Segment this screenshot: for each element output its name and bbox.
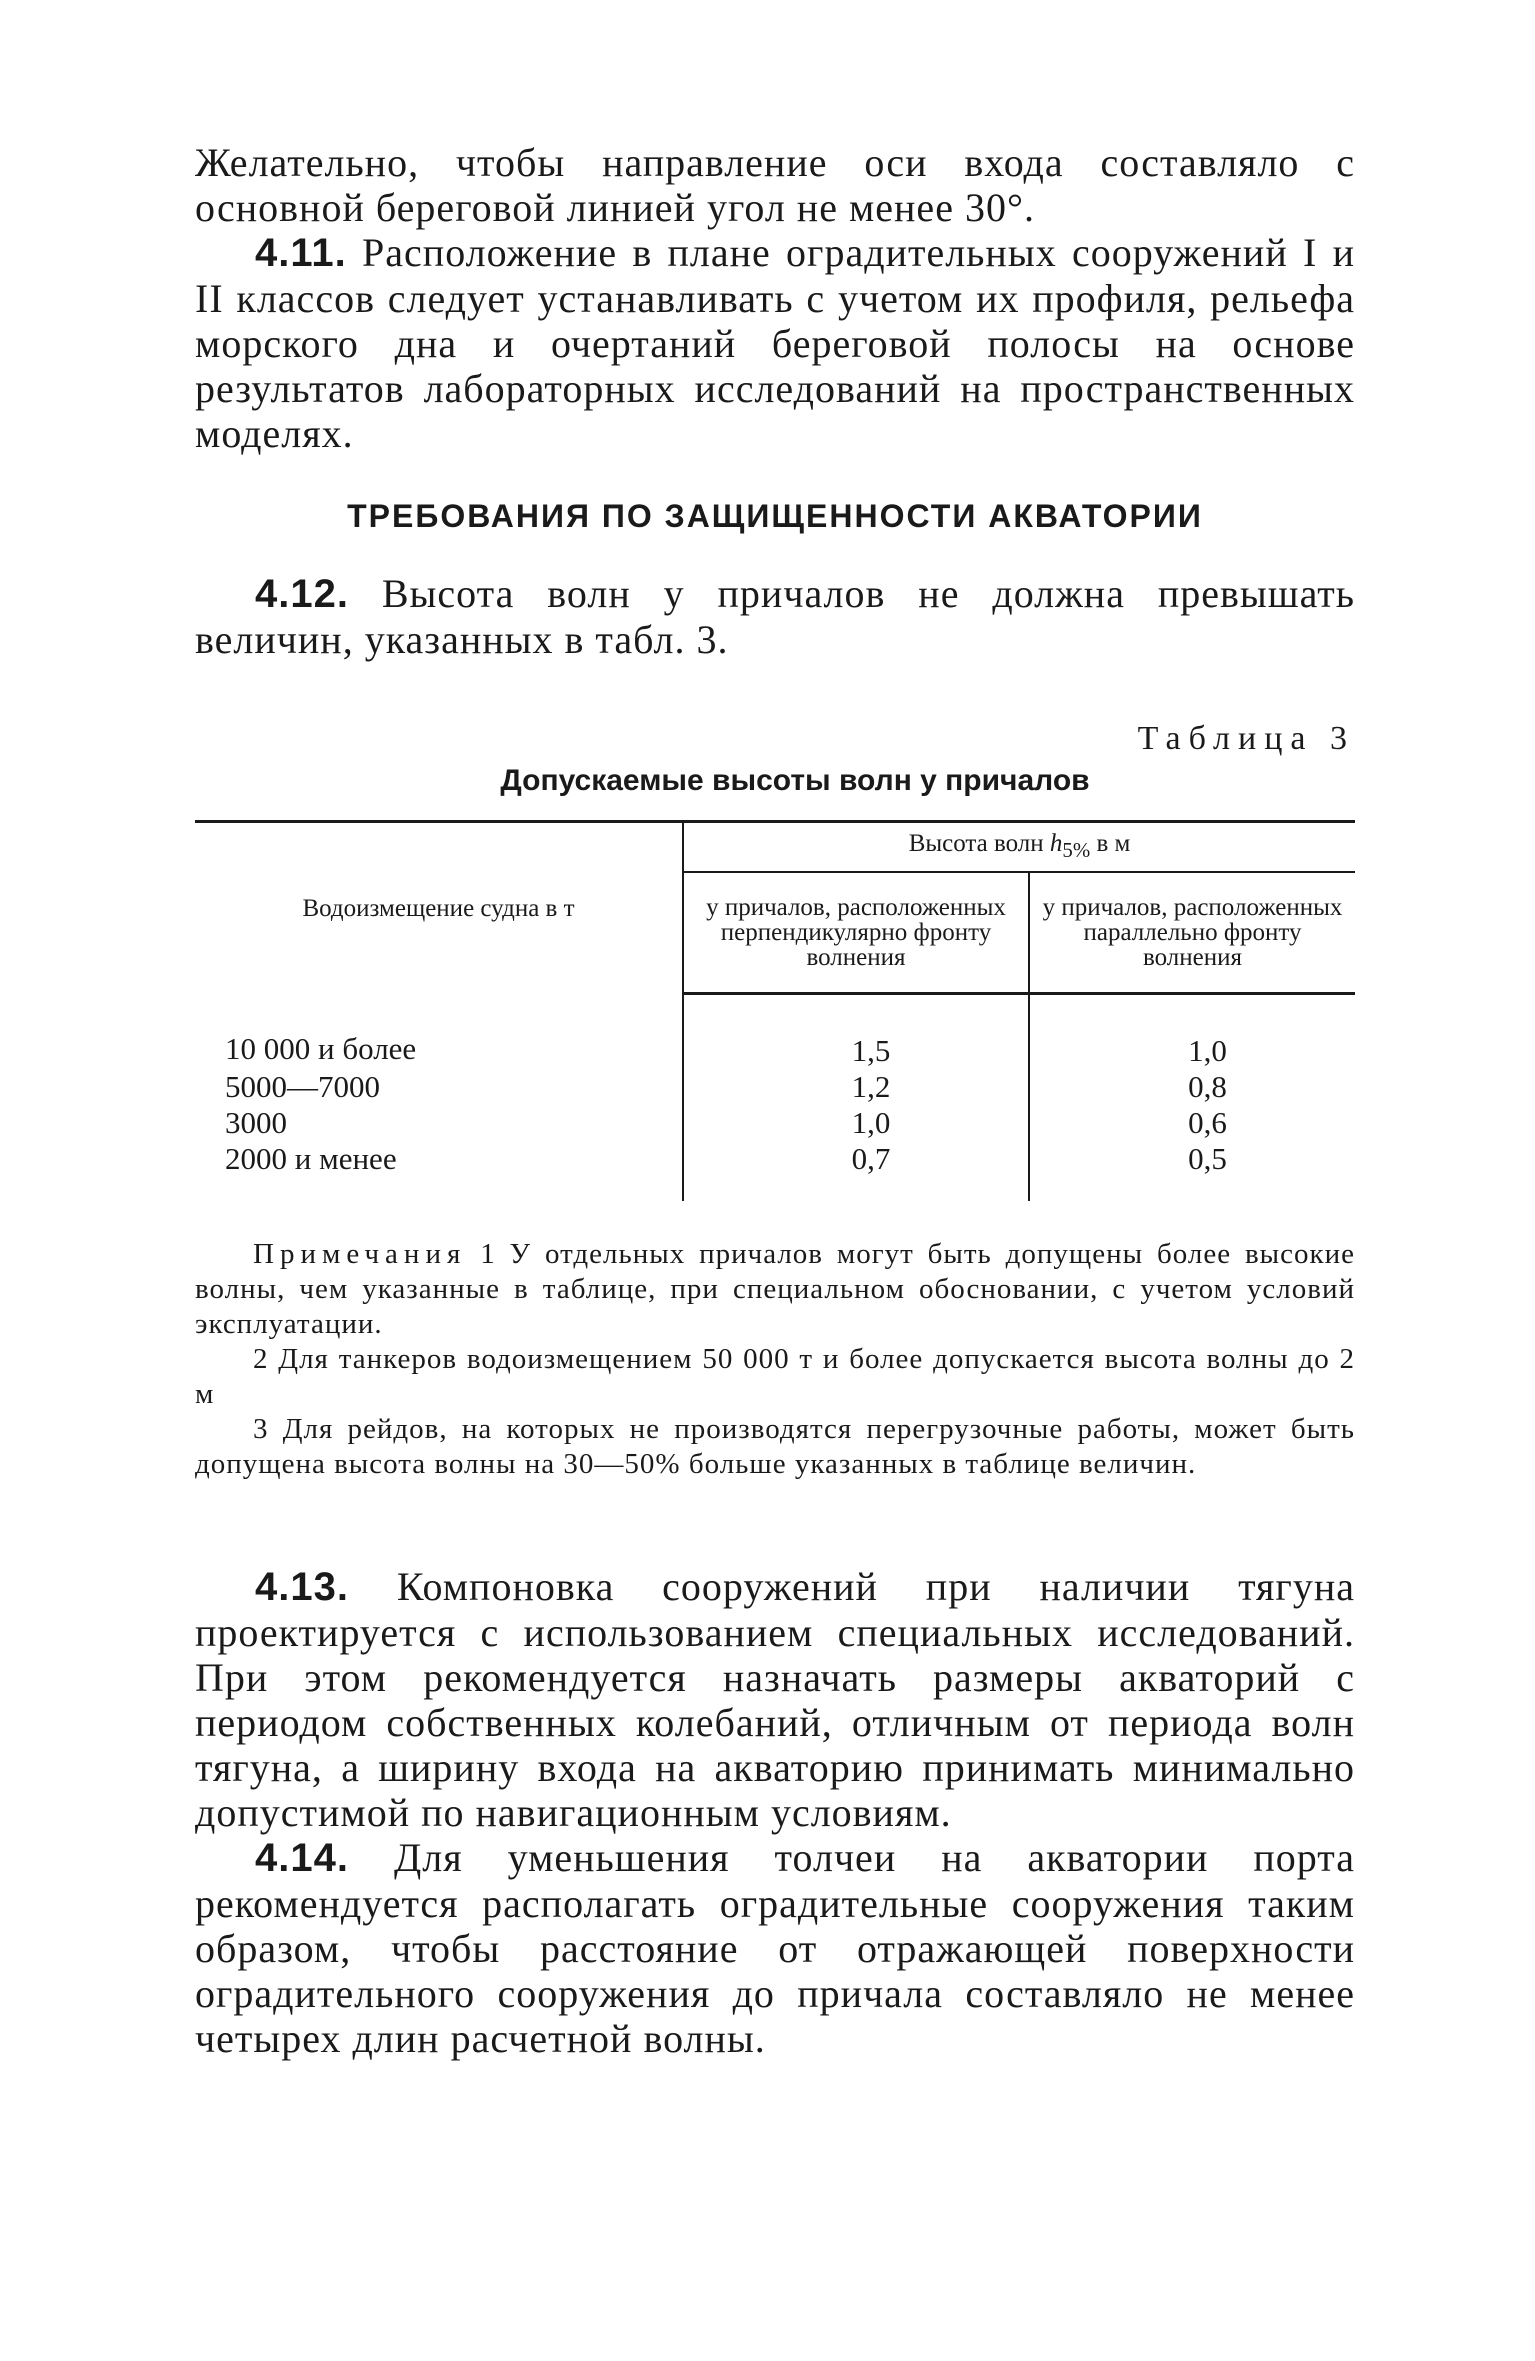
note-1: Примечания 1 У отдельных причалов могут быть допущены более высокие волны, чем указанные в таблице, при специальном обосновании, с учетом условий эксплуатации. [195,1237,1355,1340]
table-label: Таблица 3 [1137,720,1355,757]
clause-number: 4.12. [255,572,349,616]
clause-text: Расположение в плане оградительных сооружений I и II классов следует устанавливать с учетом их профиля, рельефа морского дна и очертаний береговой полосы на основе результатов лабораторных исследований на пространственных моделях. [195,230,1356,456]
paragraph-intro: Желательно, чтобы направление оси входа составляло с основной береговой линией угол не менее 30°. [195,140,1355,230]
cell-perpendicular: 1,5 [683,993,1029,1069]
cell-displacement: 3000 [225,1104,287,1140]
cell-parallel: 0,8 [1029,1069,1355,1105]
document-page [195,140,1355,2061]
table-row [195,1069,1355,1105]
clause-number: 4.13. [255,1564,349,1609]
clause-text: Высота волн у причалов не должна превышать величин, указанных в табл. 3. [195,571,1356,662]
wave-height-table [195,820,1355,1201]
cell-perpendicular: 0,7 [683,1141,1029,1201]
header-displacement: Водоизмещение судна в т [302,894,575,922]
table-row [195,993,1355,1069]
table-row [195,1141,1355,1201]
cell-displacement: 10 000 и более [225,1031,417,1066]
clause-text: Для уменьшения толчеи на акватории порта рекомендуется располагать оградительные сооружения таким образом, чтобы расстояние от отражающей поверхности оградительного сооружения до причала составляло не менее четырех длин расчетной волны. [195,1834,1355,2061]
cell-perpendicular: 1,0 [683,1105,1029,1141]
table-row [195,1105,1355,1141]
cell-parallel: 1,0 [1029,993,1355,1069]
paragraph-4-12 [195,571,1355,662]
cell-displacement: 5000—7000 [225,1068,380,1104]
clause-number: 4.14. [255,1835,349,1880]
table-notes [195,1237,1355,1482]
note-3: 3 Для рейдов, на которых не производятся перегрузочные работы, может быть допущена высота волны на 30—50% больше указанных в таблице величин. [195,1412,1355,1480]
cell-parallel: 0,5 [1029,1141,1355,1201]
clause-text: Компоновка сооружений при наличии тягуна проектируется с использованием специальных исследований. При этом рекомендуется назначать размеры акваторий с периодом собственных колебаний, отличным от периода волн тягуна, а ширину входа на акваторию принимать минимально допустимой по навигационным условиям. [195,1563,1356,1835]
cell-perpendicular: 1,2 [683,1069,1029,1105]
paragraph-4-13 [195,1564,1355,1835]
clause-number: 4.11. [255,231,347,275]
note-2: 2 Для танкеров водоизмещением 50 000 т и более допускается высота волны до 2 м [195,1342,1355,1410]
cell-parallel: 0,6 [1029,1105,1355,1141]
paragraph-4-11 [195,230,1355,456]
section-heading: ТРЕБОВАНИЯ ПО ЗАЩИЩЕННОСТИ АКВАТОРИИ [347,498,1203,534]
cell-displacement: 2000 и менее [225,1140,397,1176]
header-perpendicular: у причалов, расположенных перпендикулярно фронту волнения [683,872,1029,993]
header-parallel: у причалов, расположенных параллельно фронту волнения [1029,872,1355,993]
notes-label: Примечания [253,1237,467,1270]
header-wave-height: Высота волн $h_{5\%}$ в м [683,822,1355,873]
paragraph-4-14 [195,1835,1355,2061]
table-title: Допускаемые высоты волн у причалов [500,764,1090,797]
